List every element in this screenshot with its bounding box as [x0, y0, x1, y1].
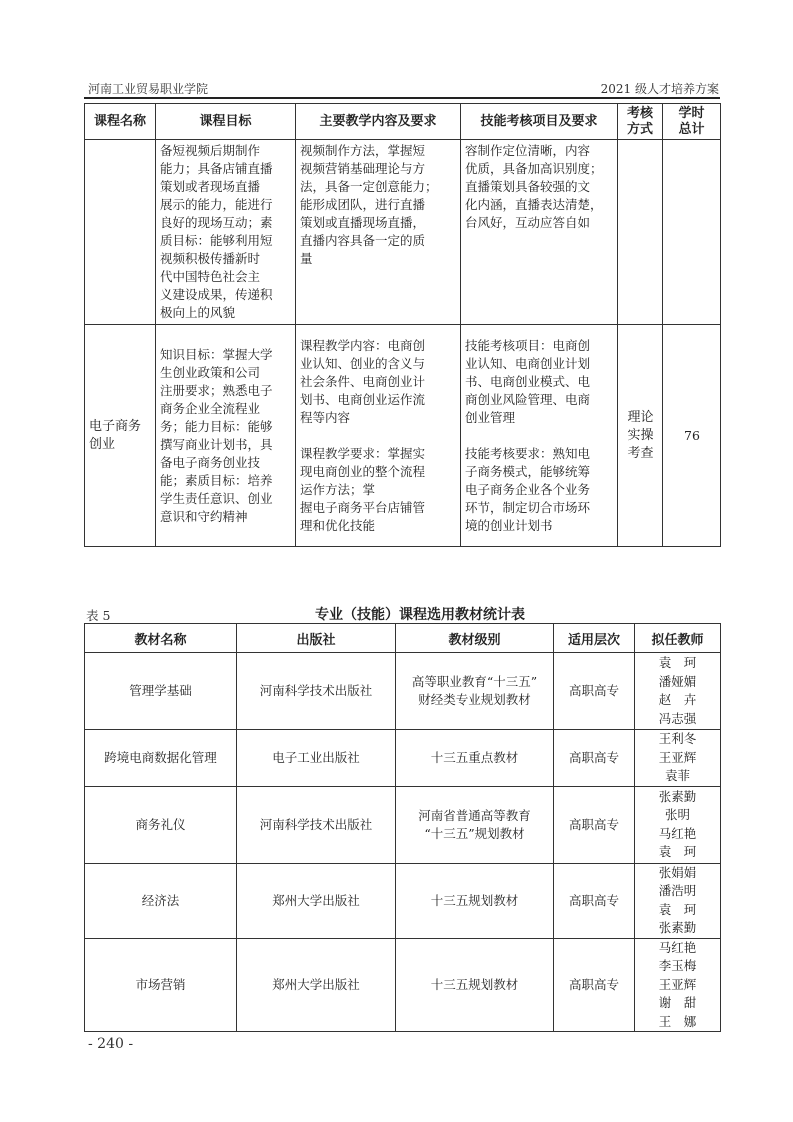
course-row: [85, 140, 721, 325]
text-line: 张明: [664, 807, 690, 822]
textbook-table: [84, 623, 721, 1032]
text-line: 方式: [626, 121, 653, 137]
col-header: 拟任教师: [635, 624, 721, 653]
textbook-level-cell: [396, 730, 554, 787]
text-line: 理论: [627, 409, 654, 425]
text-line: 课程名称: [93, 113, 146, 129]
text-line: 创业管理: [465, 409, 516, 425]
text-line: 袁 珂: [658, 844, 697, 859]
skill-part-b: [465, 445, 614, 535]
textbook-name-cell: 跨境电商数据化管理: [85, 730, 237, 787]
text-line: 谢 甜: [658, 995, 697, 1010]
page-number: - 240 -: [88, 1036, 134, 1052]
text-line: 考核: [626, 105, 653, 121]
text-line: 李玉梅: [658, 958, 697, 973]
text-line: 实操: [627, 427, 654, 443]
col-header: 教材级别: [396, 624, 554, 653]
col-header: [618, 104, 663, 140]
course-name-cell: [85, 325, 156, 547]
text-line: 生创业政策和公司: [160, 364, 261, 380]
text-line: 握电子商务平台店铺管: [300, 499, 426, 515]
text-line: 台风好，互动应答自如: [465, 215, 591, 230]
table-caption-title: 专业（技能）课程选用教材统计表: [315, 607, 525, 623]
text-line: 商务企业全流程业: [160, 400, 261, 416]
col-header: [296, 104, 461, 140]
content-part-b: [300, 445, 457, 535]
text-line: 能；素质目标：培养: [160, 472, 273, 488]
text-line: 总计: [678, 121, 705, 137]
text-line: 备短视频后期制作: [160, 143, 261, 158]
text-line: 质目标：能够利用短: [160, 233, 273, 248]
course-assessment-cell: [618, 325, 663, 547]
text-line: 社会条件、电商创业计: [300, 373, 426, 389]
text-line: “十三五”规划教材: [424, 825, 525, 841]
text-line: 马红艳: [658, 939, 697, 955]
textbook-name-cell: 经济法: [85, 863, 237, 938]
textbook-level-cell: [396, 938, 554, 1032]
textbook-publisher-cell: 电子工业出版社: [237, 730, 396, 787]
text-line: 直播策划具备较强的文: [465, 179, 591, 194]
textbook-tier-cell: 高职高专: [554, 863, 635, 938]
textbook-teachers-cell: [635, 786, 721, 863]
course-hours-cell: 76: [663, 325, 721, 547]
skill-part-a: [465, 337, 614, 427]
text-line: 考查: [627, 445, 654, 461]
text-line: 代中国特色社会主: [160, 269, 261, 284]
col-header: 教材名称: [85, 624, 237, 653]
text-line: 课程教学内容：电商创: [300, 337, 426, 353]
text-line: 义建设成果，传递积: [160, 287, 273, 302]
textbook-row: [85, 653, 721, 730]
textbook-name-cell: 市场营销: [85, 938, 237, 1032]
textbook-publisher-cell: 河南科学技术出版社: [237, 786, 396, 863]
text-line: 知识目标：掌握大学: [160, 346, 273, 362]
text-line: 主要教学内容及要求: [319, 113, 437, 129]
text-line: 马红艳: [658, 825, 697, 841]
textbook-level-cell: [396, 653, 554, 730]
text-line: 视频积极传播新时: [160, 251, 261, 266]
text-line: 视频制作方法，掌握短: [300, 143, 426, 158]
text-line: 课程目标: [199, 113, 252, 129]
course-table-header: [85, 104, 721, 140]
col-header: 出版社: [237, 624, 396, 653]
text-line: 运作方法；掌: [300, 481, 376, 497]
textbook-tier-cell: 高职高专: [554, 730, 635, 787]
table-caption-number: 表 5: [86, 608, 111, 623]
textbook-publisher-cell: 河南科学技术出版社: [237, 653, 396, 730]
text-line: 学生责任意识、创业: [160, 490, 273, 506]
text-line: 备电子商务创业技: [160, 454, 261, 470]
text-line: 程等内容: [300, 409, 351, 425]
col-header: [85, 104, 156, 140]
textbook-tier-cell: 高职高专: [554, 786, 635, 863]
text-line: 王亚辉: [658, 749, 697, 765]
text-line: 现电商创业的整个流程: [300, 463, 426, 479]
course-skill-cell: [461, 325, 618, 547]
textbook-teachers-cell: [635, 938, 721, 1032]
textbook-level-cell: [396, 863, 554, 938]
course-content-cell: [296, 140, 461, 325]
textbook-row: [85, 786, 721, 863]
course-name-cell: [85, 140, 156, 325]
textbook-name-cell: 商务礼仪: [85, 786, 237, 863]
text-line: 境的创业计划书: [465, 517, 553, 533]
text-line: 策划或直播现场直播，: [300, 215, 426, 230]
text-line: 王 娜: [658, 1013, 697, 1029]
text-line: 张素勤: [658, 920, 697, 935]
col-header: 适用层次: [554, 624, 635, 653]
text-line: 电子商务企业各个业务: [465, 481, 591, 497]
text-line: 王亚辉: [658, 976, 697, 992]
course-content-cell: [296, 325, 461, 547]
text-line: 十三五规划教材: [430, 976, 519, 992]
text-line: 冯志强: [658, 710, 697, 726]
text-line: 财经类专业规划教材: [418, 692, 531, 707]
text-line: 王利冬: [658, 731, 697, 746]
text-line: 子商务模式，能够统筹: [465, 463, 591, 479]
textbook-teachers-cell: [635, 863, 721, 938]
col-header: [461, 104, 618, 140]
text-line: 策划或者现场直播: [160, 179, 261, 194]
textbook-publisher-cell: 郑州大学出版社: [237, 938, 396, 1032]
textbook-tier-cell: 高职高专: [554, 653, 635, 730]
textbook-teachers-cell: [635, 730, 721, 787]
text-line: 书、电商创业模式、电: [465, 373, 591, 389]
text-line: 直播内容具备一定的质: [300, 233, 426, 248]
text-line: 意识和守约精神: [160, 508, 248, 524]
text-line: 学时: [678, 105, 705, 121]
course-hours-cell: [663, 140, 721, 325]
text-line: 袁 珂: [658, 901, 697, 917]
text-line: 课程教学要求：掌握实: [300, 445, 426, 461]
text-line: 袁 珂: [658, 655, 697, 670]
text-line: 划书、电商创业运作流: [300, 391, 426, 407]
textbook-name-cell: 管理学基础: [85, 653, 237, 730]
text-line: 技能考核要求：熟知电: [465, 445, 591, 461]
text-line: 化内涵，直播表达清楚，: [465, 197, 603, 212]
text-line: 能形成团队，进行直播: [300, 197, 426, 212]
textbook-teachers-cell: [635, 653, 721, 730]
header-rule: [84, 97, 720, 99]
text-line: 河南省普通高等教育: [418, 807, 531, 823]
text-line: 袁菲: [664, 768, 690, 783]
text-line: 潘浩明: [658, 883, 697, 898]
textbook-level-cell: [396, 786, 554, 863]
textbook-row: [85, 863, 721, 938]
text-line: 业认知、电商创业计划: [465, 355, 591, 371]
textbook-row: [85, 938, 721, 1032]
text-line: 容制作定位清晰，内容: [465, 143, 591, 158]
text-line: 优质，具备加高识别度；: [465, 161, 603, 176]
course-row: [85, 325, 721, 547]
text-line: 十三五规划教材: [430, 892, 519, 908]
text-line: 电子商务: [89, 418, 142, 434]
col-header: [663, 104, 721, 140]
text-line: 创业: [89, 436, 116, 452]
text-line: 技能考核项目及要求: [480, 113, 598, 129]
textbook-row: [85, 730, 721, 787]
header-institution: 河南工业贸易职业学院: [88, 82, 209, 96]
col-header: [156, 104, 296, 140]
content-part-a: [300, 337, 457, 427]
course-assessment-cell: [618, 140, 663, 325]
course-skill-cell: [461, 140, 618, 325]
text-line: 视频营销基础理论与方: [300, 161, 426, 176]
text-line: 理和优化技能: [300, 517, 376, 533]
text-line: 务；能力目标：能够: [160, 418, 273, 434]
text-line: 高等职业教育“十三五”: [411, 674, 538, 689]
text-line: 良好的现场互动；素: [160, 215, 273, 230]
text-line: 法，具备一定创意能力；: [300, 179, 438, 194]
textbook-tier-cell: 高职高专: [554, 938, 635, 1032]
text-line: 商创业风险管理、电商: [465, 391, 591, 407]
text-line: 赵 卉: [658, 692, 697, 707]
text-line: 能力；具备店铺直播: [160, 161, 273, 176]
text-line: 注册要求；熟悉电子: [160, 382, 273, 398]
text-line: 极向上的风貌: [160, 305, 236, 320]
text-line: 业认知、创业的含义与: [300, 355, 426, 371]
textbook-table-header: [85, 624, 721, 653]
text-line: 环节，制定切合市场环: [465, 499, 591, 515]
course-goal-cell: [156, 140, 296, 325]
course-goal-cell: [156, 325, 296, 547]
textbook-publisher-cell: 郑州大学出版社: [237, 863, 396, 938]
text-line: 量: [300, 251, 313, 266]
text-line: 张素勤: [658, 788, 697, 804]
text-line: 十三五重点教材: [430, 749, 519, 765]
header-doc-title: 2021 级人才培养方案: [600, 82, 719, 96]
course-table: [84, 103, 721, 547]
text-line: 撰写商业计划书，具: [160, 436, 273, 452]
text-line: 潘娅媚: [658, 673, 697, 689]
text-line: 展示的能力，能进行: [160, 197, 273, 212]
text-line: 张娟娟: [658, 864, 697, 880]
text-line: 技能考核项目：电商创: [465, 337, 591, 353]
